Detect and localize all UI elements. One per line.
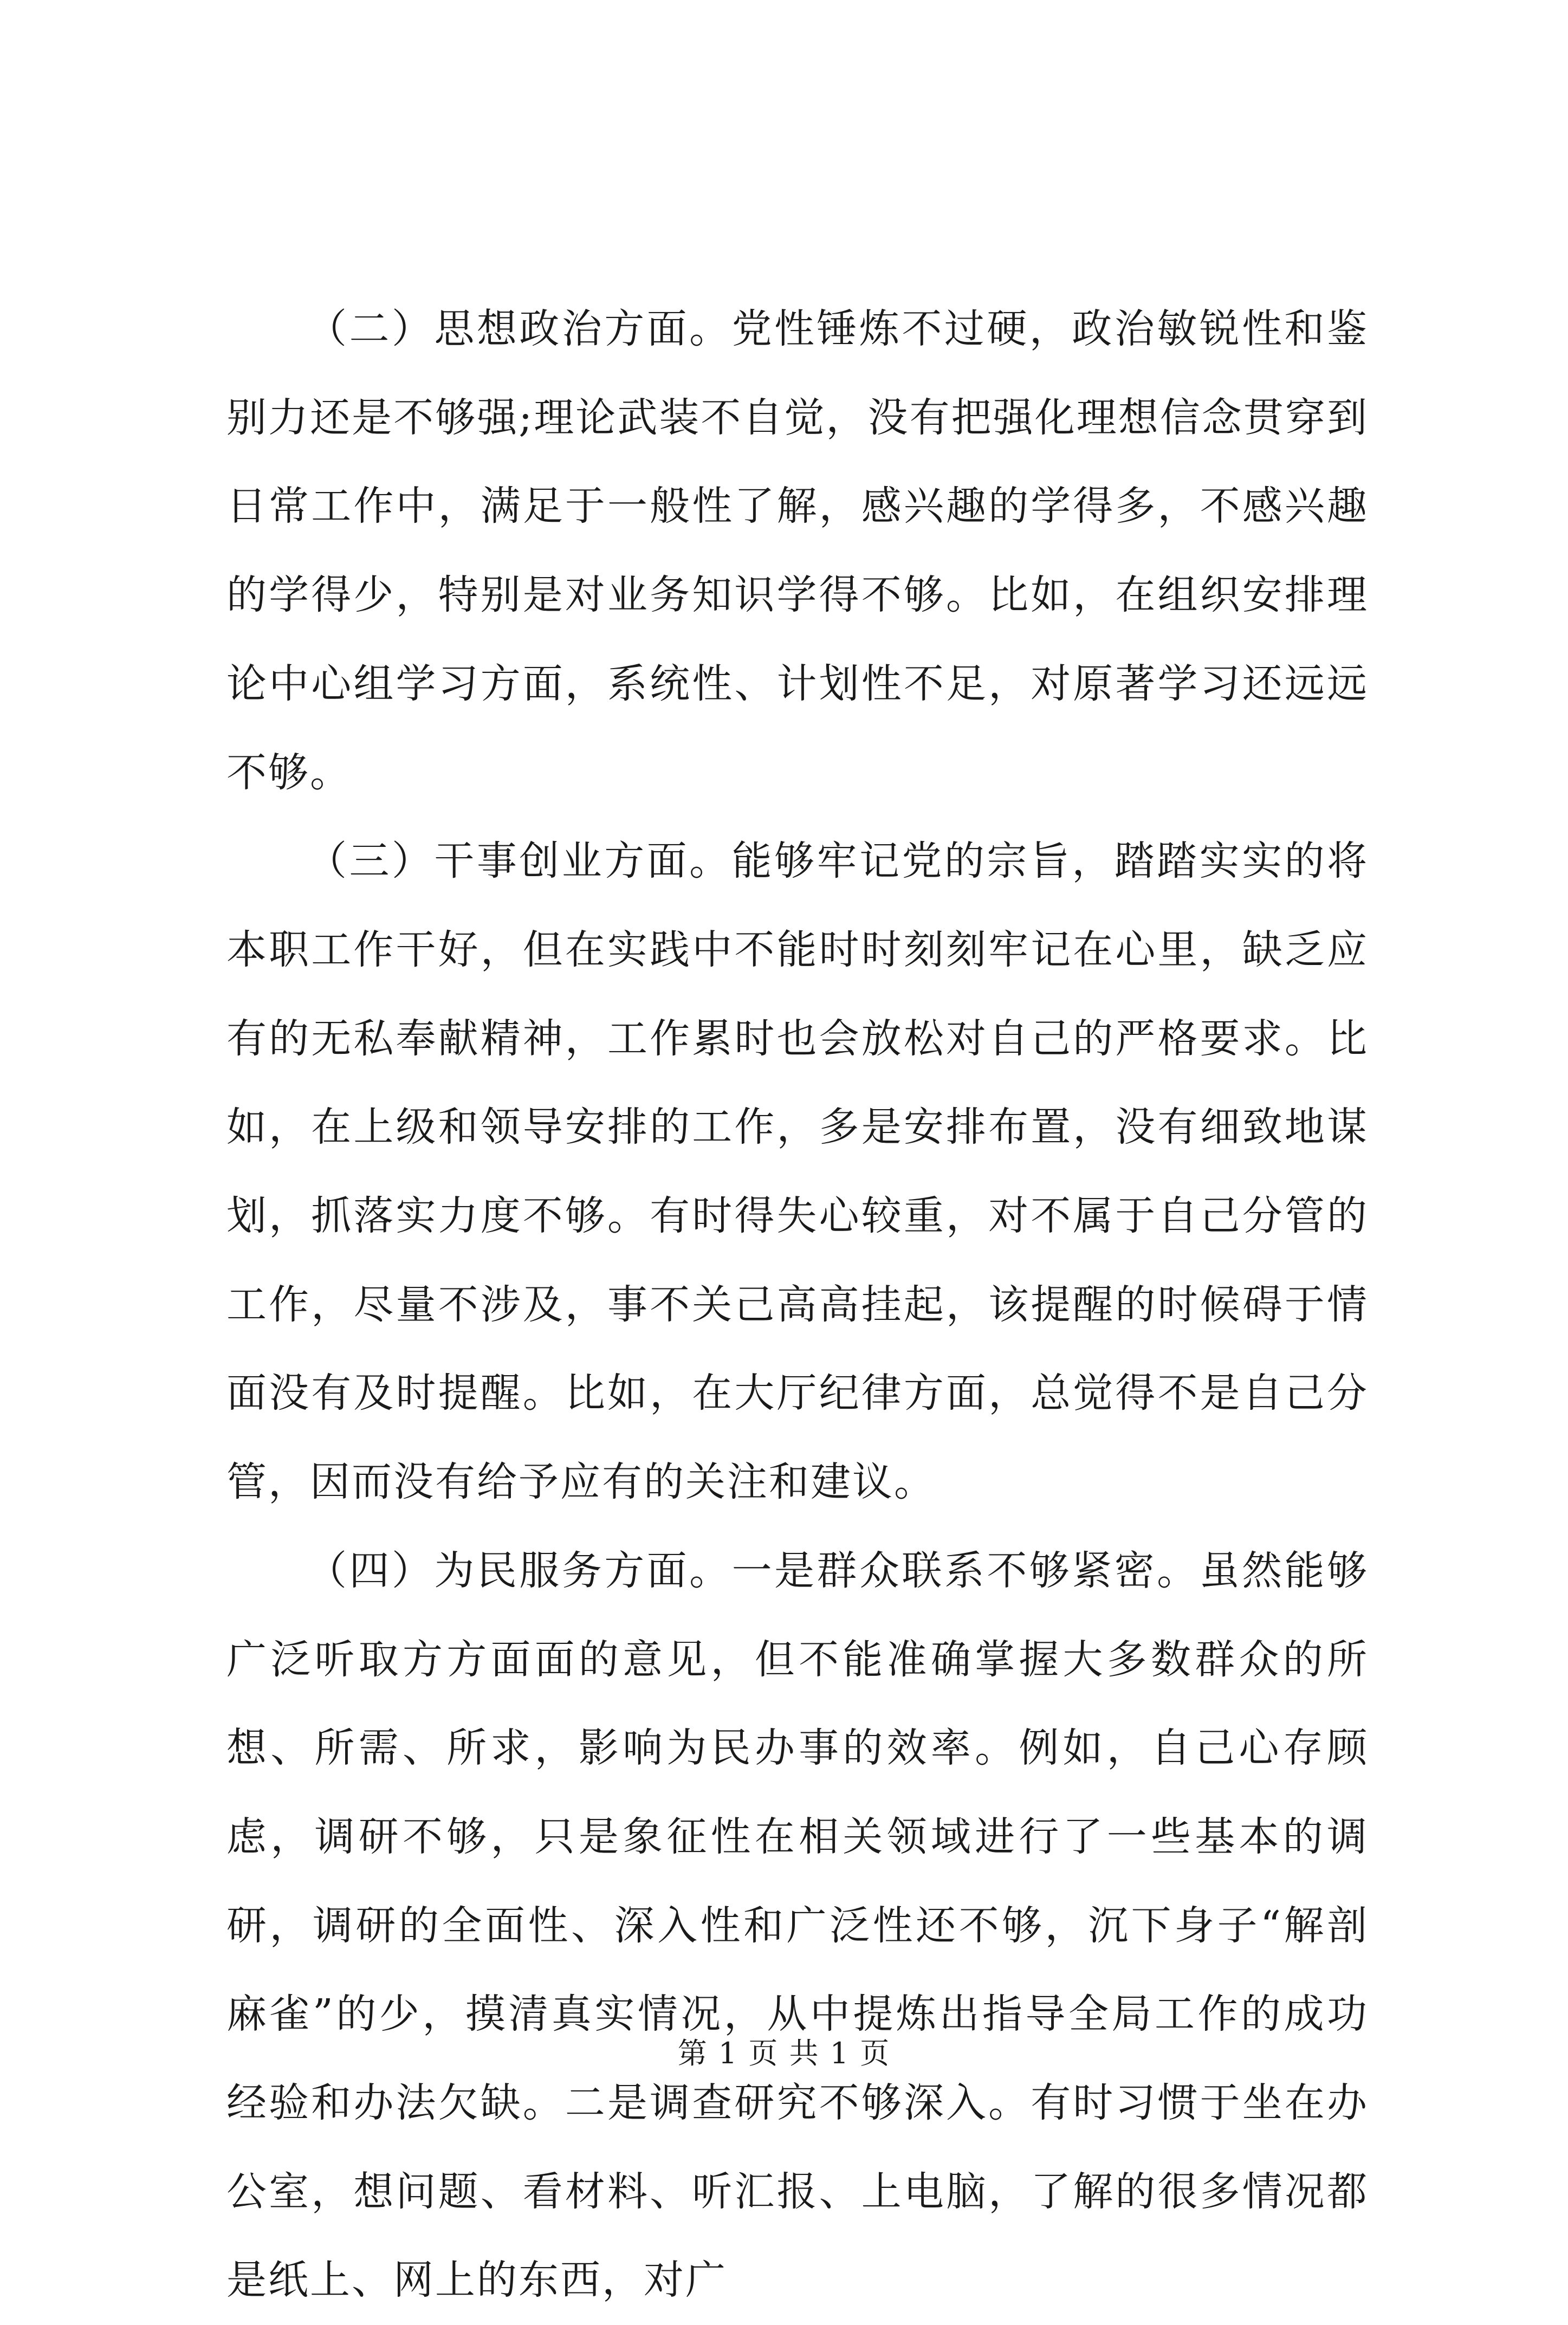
- paragraph-serving-people: （四）为民服务方面。一是群众联系不够紧密。虽然能够广泛听取方方面面的意见，但不能准确掌握大多数群众的所想、所需、所求，影响为民办事的效率。例如，自己心存顾虑，调研不够，只是象征性在相关领域进行了一些基本的调研，调研的全面性、深入性和广泛性还不够，沉下身子“解剖麻雀”的少，摸清真实情况，从中提炼出指导全局工作的成功经验和办法欠缺。二是调查研究不够深入。有时习惯于坐在办公室，想问题、看材料、听汇报、上电脑，了解的很多情况都是纸上、网上的东西，对广: [226, 1547, 1369, 2304]
- document-body: [226, 285, 1369, 2325]
- paragraph-ideology-politics: （二）思想政治方面。党性锤炼不过硬，政治敏锐性和鉴别力还是不够强;理论武装不自觉，没有把强化理想信念贯穿到日常工作中，满足于一般性了解，感兴趣的学得多，不感兴趣的学得少，特别是对业务知识学得不够。比如，在组织安排理论中心组学习方面，系统性、计划性不足，对原著学习还远远不够。: [226, 306, 1369, 796]
- page-number-footer: 第 1 页 共 1 页: [677, 2036, 891, 2070]
- paragraph-work-entrepreneurship: （三）干事创业方面。能够牢记党的宗旨，踏踏实实的将本职工作干好，但在实践中不能时时刻刻牢记在心里，缺乏应有的无私奉献精神，工作累时也会放松对自己的严格要求。比如，在上级和领导安排的工作，多是安排布置，没有细致地谋划，抓落实力度不够。有时得失心较重，对不属于自己分管的工作，尽量不涉及，事不关己高高挂起，该提醒的时候碍于情面没有及时提醒。比如，在大厅纪律方面，总觉得不是自己分管，因而没有给予应有的关注和建议。: [226, 838, 1369, 1506]
